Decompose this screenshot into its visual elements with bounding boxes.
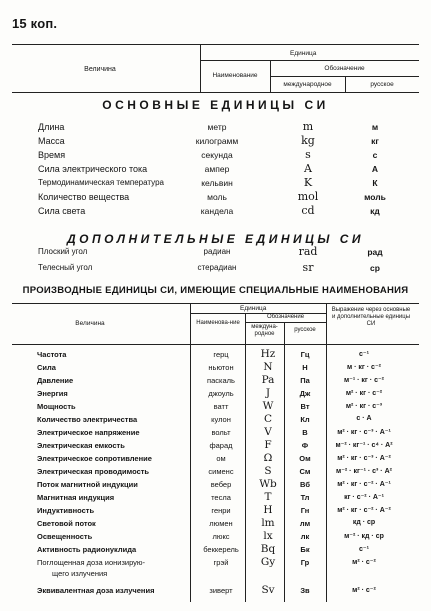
col-header-name: Наименование xyxy=(212,72,258,79)
unit-name: ом xyxy=(216,454,226,463)
unit-intl: N xyxy=(263,361,273,373)
unit-name: люкс xyxy=(212,532,230,541)
unit-rus: Ом xyxy=(299,454,311,463)
unit-intl: W xyxy=(262,400,274,412)
rule xyxy=(190,344,191,602)
rule xyxy=(12,303,419,304)
section-title-supplementary: ДОПОЛНИТЕЛЬНЫЕ ЕДИНИЦЫ СИ xyxy=(66,232,365,246)
rule xyxy=(190,303,191,344)
rule xyxy=(245,344,246,602)
unit-intl: Ω xyxy=(263,452,273,464)
quantity-name: Масса xyxy=(38,136,65,146)
quantity-name: Поглощенная доза ионизирую- xyxy=(37,558,146,567)
rule xyxy=(326,344,327,602)
quantity-name: Электрическое напряжение xyxy=(37,428,140,437)
unit-rus: ср xyxy=(370,263,380,273)
unit-expression: м² · с⁻² xyxy=(352,559,376,566)
table-row xyxy=(0,247,431,260)
unit-name: люмен xyxy=(209,519,233,528)
table-row xyxy=(0,178,431,191)
unit-name: паскаль xyxy=(207,376,235,385)
rule xyxy=(12,44,419,45)
unit-rus: Бк xyxy=(300,545,310,554)
unit-name: ньютон xyxy=(208,363,234,372)
unit-expression: с⁻¹ xyxy=(359,351,369,358)
unit-intl: lx xyxy=(263,530,273,542)
unit-rus: А xyxy=(371,164,379,174)
unit-rus: кг xyxy=(371,136,379,146)
unit-name: секунда xyxy=(201,150,233,160)
unit-expression: м⁻² · кг⁻¹ · с³ · А² xyxy=(336,468,392,475)
quantity-name: Количество вещества xyxy=(38,192,130,202)
unit-rus: Н xyxy=(302,363,308,372)
unit-rus: лк xyxy=(300,532,310,541)
unit-name: сименс xyxy=(208,467,234,476)
unit-rus: Гц xyxy=(300,350,310,359)
table-row xyxy=(0,493,431,505)
unit-rus: рад xyxy=(367,247,383,257)
quantity-name: Освещенность xyxy=(37,532,93,541)
col-header-international: международное xyxy=(283,81,332,88)
table-row xyxy=(0,480,431,492)
quantity-name: Электрическая емкость xyxy=(37,441,125,450)
unit-name: ватт xyxy=(213,402,229,411)
unit-name: кулон xyxy=(211,415,231,424)
table-row xyxy=(0,389,431,401)
rule xyxy=(284,344,285,602)
unit-intl: s xyxy=(305,148,311,161)
unit-expression: м⁻² · кг⁻¹ · с⁴ · А² xyxy=(335,442,393,449)
col-header-quantity: Величина xyxy=(84,66,116,73)
unit-expression: м² · кг · с⁻³ xyxy=(345,403,383,410)
unit-rus: кд xyxy=(370,206,380,216)
quantity-name: Электрическое сопротивление xyxy=(37,454,152,463)
quantity-name: Время xyxy=(38,150,66,160)
col-header-name: Наименова-ние xyxy=(196,320,240,326)
col-header-russian: русское xyxy=(294,327,316,333)
unit-intl: Bq xyxy=(260,543,276,555)
unit-rus: моль xyxy=(364,192,386,202)
unit-name: герц xyxy=(213,350,229,359)
unit-expression: м² · кг · с⁻³ · А⁻¹ xyxy=(337,429,391,436)
table-row xyxy=(0,263,431,276)
quantity-name: Количество электричества xyxy=(37,415,138,424)
table-row xyxy=(0,192,431,205)
unit-name: грэй xyxy=(213,558,229,567)
unit-rus: Па xyxy=(300,376,310,385)
unit-intl: kg xyxy=(301,134,315,147)
unit-name: кельвин xyxy=(201,178,233,188)
table-row xyxy=(0,519,431,531)
rule xyxy=(326,303,327,344)
table-row xyxy=(0,376,431,388)
unit-expression: м² · кг · с⁻² · А⁻¹ xyxy=(337,481,391,488)
unit-name: вебер xyxy=(210,480,232,489)
unit-name: стерадиан xyxy=(197,263,237,272)
unit-rus: м xyxy=(371,122,379,132)
unit-expression: м⁻¹ · кг · с⁻² xyxy=(344,377,384,384)
quantity-name: Сила xyxy=(37,363,56,372)
quantity-name: Магнитная индукция xyxy=(37,493,115,502)
unit-rus: См xyxy=(299,467,311,476)
unit-intl: lm xyxy=(261,517,275,529)
quantity-name: Частота xyxy=(37,350,67,359)
rule xyxy=(12,92,419,93)
col-header-designation: Обозначение xyxy=(266,314,305,320)
rule xyxy=(284,322,285,344)
quantity-name-cont: щего излучения xyxy=(52,569,108,578)
unit-rus: В xyxy=(302,428,308,437)
col-header-unit: Единица xyxy=(290,50,317,57)
unit-intl: J xyxy=(265,387,271,399)
unit-rus: Гр xyxy=(300,558,310,567)
rule xyxy=(245,322,326,323)
quantity-name: Мощность xyxy=(37,402,76,411)
col-header-international: междуна-родное xyxy=(251,324,278,337)
unit-name: зиверт xyxy=(209,586,233,595)
price-label: 15 коп. xyxy=(12,16,58,31)
table2-title: ПРОИЗВОДНЫЕ ЕДИНИЦЫ СИ, ИМЕЮЩИЕ СПЕЦИАЛЬНЫЕ НАИМЕНОВАНИЯ xyxy=(22,285,409,296)
col-header-expression: Выражение через основные и дополнительные единицы СИ xyxy=(331,307,411,327)
col-header-designation: Обозначение xyxy=(324,65,365,72)
unit-intl: K xyxy=(303,176,313,189)
unit-name: радиан xyxy=(203,247,231,256)
rule xyxy=(200,60,419,61)
unit-intl: mol xyxy=(297,190,319,203)
unit-intl: H xyxy=(263,504,273,516)
unit-rus: Гн xyxy=(300,506,310,515)
unit-name: фарад xyxy=(209,441,233,450)
unit-intl: V xyxy=(264,426,272,438)
quantity-name: Энергия xyxy=(37,389,68,398)
unit-expression: м · кг · с⁻² xyxy=(347,364,381,371)
unit-rus: Дж xyxy=(299,389,311,398)
quantity-name: Эквивалентная доза излучения xyxy=(37,586,155,595)
unit-intl: Sv xyxy=(261,584,275,596)
unit-rus: Тл xyxy=(300,493,310,502)
table-row xyxy=(0,586,431,598)
unit-name: тесла xyxy=(211,493,231,502)
section-title-basic: ОСНОВНЫЕ ЕДИНИЦЫ СИ xyxy=(102,98,329,112)
rule xyxy=(200,44,201,92)
table-row xyxy=(0,545,431,557)
unit-intl: Gy xyxy=(260,556,276,568)
table-row xyxy=(0,558,431,582)
table-row xyxy=(0,164,431,177)
unit-name: ампер xyxy=(204,164,230,174)
unit-expression: с · А xyxy=(356,415,372,422)
unit-name: килограмм xyxy=(195,136,239,146)
quantity-name: Световой поток xyxy=(37,519,96,528)
quantity-name: Сила света xyxy=(38,206,86,216)
rule xyxy=(12,344,419,345)
unit-rus: лм xyxy=(299,519,311,528)
table-row xyxy=(0,467,431,479)
table-row xyxy=(0,402,431,414)
unit-expression: м² · с⁻² xyxy=(352,587,376,594)
unit-rus: Вт xyxy=(300,402,310,411)
quantity-name: Поток магнитной индукции xyxy=(37,480,138,489)
quantity-name: Индуктивность xyxy=(37,506,95,515)
unit-rus: Зв xyxy=(300,586,310,595)
quantity-name: Давление xyxy=(37,376,74,385)
table-row xyxy=(0,506,431,518)
quantity-name: Длина xyxy=(38,122,65,132)
unit-name: кандела xyxy=(200,206,234,216)
col-header-quantity: Величина xyxy=(75,320,105,327)
unit-intl: cd xyxy=(301,204,315,217)
table-row xyxy=(0,441,431,453)
table-row xyxy=(0,136,431,149)
unit-intl: T xyxy=(264,491,272,503)
col-header-russian: русское xyxy=(370,81,394,88)
unit-intl: F xyxy=(264,439,272,451)
unit-rus: Кл xyxy=(300,415,310,424)
unit-intl: C xyxy=(263,413,273,425)
unit-expression: с⁻¹ xyxy=(359,546,369,553)
unit-expression: м² · кг · с⁻² · А⁻² xyxy=(337,507,391,514)
quantity-name: Телесный угол xyxy=(38,263,93,272)
unit-intl: Hz xyxy=(260,348,276,360)
unit-intl: rad xyxy=(298,245,318,258)
unit-expression: м⁻² · кд · ср xyxy=(344,533,384,540)
unit-expression: кд · ср xyxy=(352,519,376,526)
table-row xyxy=(0,363,431,375)
unit-rus: Вб xyxy=(299,480,311,489)
table-row xyxy=(0,206,431,219)
table-row xyxy=(0,350,431,362)
unit-intl: sr xyxy=(302,261,314,274)
unit-name: вольт xyxy=(211,428,231,437)
table-row xyxy=(0,532,431,544)
unit-name: генри xyxy=(211,506,231,515)
table-row xyxy=(0,122,431,135)
unit-intl: S xyxy=(264,465,272,477)
unit-expression: м² · кг · с⁻² xyxy=(345,390,383,397)
unit-name: джоуль xyxy=(208,389,234,398)
unit-expression: м² · кг · с⁻³ · А⁻² xyxy=(337,455,391,462)
unit-intl: Pa xyxy=(261,374,275,386)
unit-rus: К xyxy=(372,178,378,188)
unit-name: метр xyxy=(207,122,227,132)
unit-expression: кг · с⁻² · А⁻¹ xyxy=(344,494,384,501)
unit-intl: A xyxy=(304,162,312,175)
table-row xyxy=(0,428,431,440)
quantity-name: Термодинамическая температура xyxy=(38,178,164,187)
col-header-unit: Единица xyxy=(240,305,267,312)
unit-name: беккерель xyxy=(203,545,239,554)
table-row xyxy=(0,150,431,163)
quantity-name: Плоский угол xyxy=(38,247,88,256)
table-row xyxy=(0,454,431,466)
unit-rus: с xyxy=(372,150,378,160)
unit-rus: Ф xyxy=(301,441,309,450)
table-row xyxy=(0,415,431,427)
quantity-name: Сила электрического тока xyxy=(38,164,148,174)
unit-name: моль xyxy=(207,192,227,202)
unit-intl: m xyxy=(302,120,314,133)
unit-intl: Wb xyxy=(259,478,277,490)
quantity-name: Электрическая проводимость xyxy=(37,467,150,476)
quantity-name: Активность радионуклида xyxy=(37,545,137,554)
